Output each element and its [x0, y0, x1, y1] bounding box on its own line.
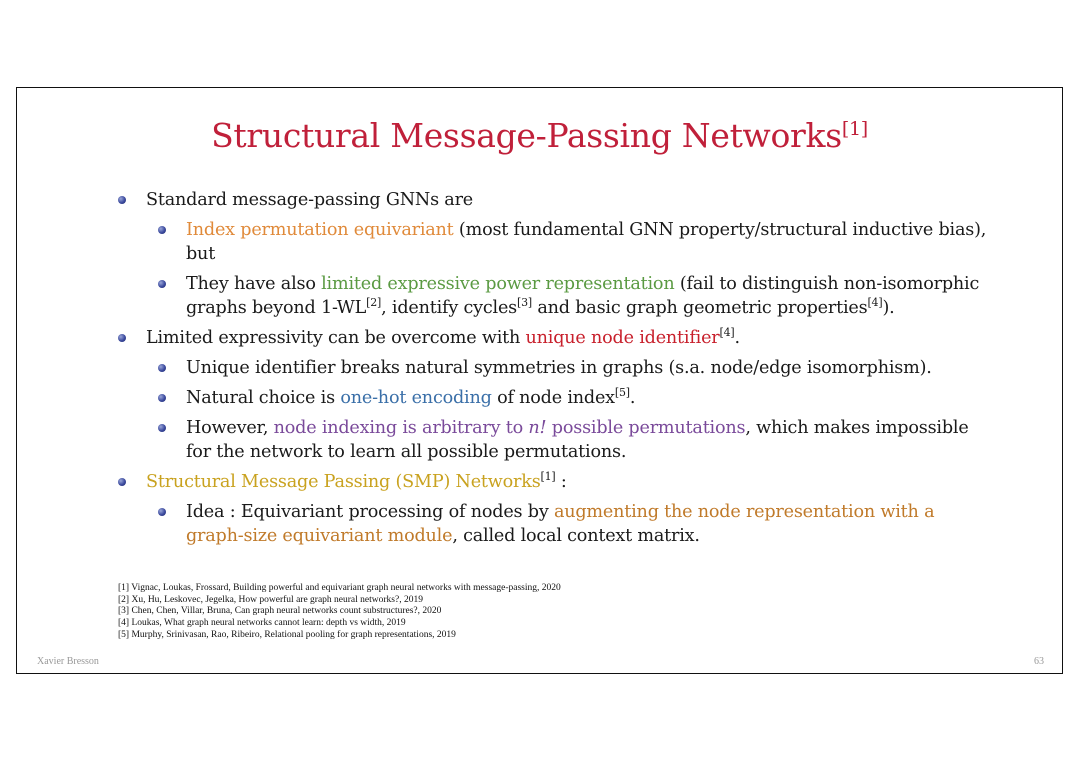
slide-frame — [16, 87, 1063, 674]
bullet-text: , which makes impossible for the network to learn all possible permutations. — [186, 418, 969, 462]
bullet-limited-expressivity — [117, 326, 997, 350]
bullet-icon — [158, 364, 166, 372]
bullet-icon — [118, 334, 126, 342]
bullet-text: Unique identifier breaks natural symmetries in graphs (s.a. node/edge isomorphism). — [186, 358, 932, 378]
bullet-text: Idea : Equivariant processing of nodes by — [186, 502, 554, 522]
bullet-standard-gnns — [117, 188, 997, 212]
highlight-unique-id: unique node identifier — [525, 328, 720, 348]
highlight-smp: Structural Message Passing (SMP) Networks — [146, 472, 541, 492]
citation-ref: [3] — [516, 296, 532, 310]
bullet-icon — [118, 196, 126, 204]
references — [118, 583, 561, 642]
bullet-text: (most fundamental GNN property/structural inductive bias), but — [186, 220, 987, 264]
highlight-arbitrary: node indexing is arbitrary to — [273, 418, 529, 438]
citation-ref: [4] — [867, 296, 883, 310]
citation-ref: [1] — [540, 470, 556, 484]
highlight-one-hot: one-hot encoding — [340, 388, 492, 408]
bullet-text: . — [734, 328, 740, 348]
citation-ref: [4] — [719, 326, 735, 340]
bullet-icon — [158, 280, 166, 288]
reference-item: [5] Murphy, Srinivasan, Rao, Ribeiro, Relational pooling for graph representations, 2019 — [118, 629, 456, 640]
bullet-text: . — [629, 388, 636, 408]
reference-item: [3] Chen, Chen, Villar, Bruna, Can graph neural networks count substructures?, 2020 — [118, 606, 442, 617]
bullet-text: ). — [882, 298, 895, 318]
footer-author: Xavier Bresson — [37, 656, 99, 667]
citation-ref: [5] — [614, 386, 630, 400]
highlight-limited-power: limited expressive power representation — [321, 274, 675, 294]
bullet-text: , identify cycles — [381, 298, 517, 318]
bullet-icon — [158, 424, 166, 432]
bullet-icon — [158, 508, 166, 516]
slide-body — [117, 188, 997, 554]
bullet-icon — [158, 226, 166, 234]
bullet-equivariant — [117, 218, 997, 266]
bullet-text: Natural choice is — [186, 388, 341, 408]
math-factorial: n! — [528, 418, 547, 438]
reference-item: [4] Loukas, What graph neural networks cannot learn: depth vs width, 2019 — [118, 618, 406, 629]
bullet-icon — [158, 394, 166, 402]
highlight-equivariant: Index permutation equivariant — [186, 220, 454, 240]
bullet-one-hot — [117, 386, 997, 410]
bullet-limited-power — [117, 272, 997, 320]
bullet-smp — [117, 470, 997, 494]
highlight-augmenting: augmenting the node representation with a graph-size equivariant module — [186, 502, 935, 546]
title-ref: [1] — [841, 118, 868, 140]
reference-item: [2] Xu, Hu, Leskovec, Jegelka, How powerful are graph neural networks?, 2019 — [118, 594, 423, 605]
reference-item: [1] Vignac, Loukas, Frossard, Building powerful and equivariant graph neural networks with message-passing, 2020 — [118, 583, 561, 593]
bullet-text: , called local context matrix. — [452, 526, 700, 546]
bullet-text: : — [555, 472, 567, 492]
slide-title — [17, 116, 1062, 155]
bullet-text: However, — [186, 418, 274, 438]
bullet-arbitrary-index — [117, 416, 997, 464]
title-text: Structural Message-Passing Networks — [211, 116, 842, 155]
bullet-text: (fail to distinguish non-isomorphic graphs beyond 1-WL — [186, 274, 980, 318]
highlight-permutations: possible permutations — [546, 418, 746, 438]
citation-ref: [2] — [366, 296, 382, 310]
footer-page-number: 63 — [1034, 656, 1044, 667]
bullet-text: Standard message-passing GNNs are — [146, 190, 474, 210]
bullet-icon — [118, 478, 126, 486]
bullet-text: of node index — [491, 388, 615, 408]
bullet-breaks-symmetry — [117, 356, 997, 380]
bullet-text: Limited expressivity can be overcome with — [146, 328, 526, 348]
bullet-text: They have also — [186, 274, 322, 294]
bullet-text: and basic graph geometric properties — [531, 298, 868, 318]
bullet-idea — [117, 500, 997, 548]
